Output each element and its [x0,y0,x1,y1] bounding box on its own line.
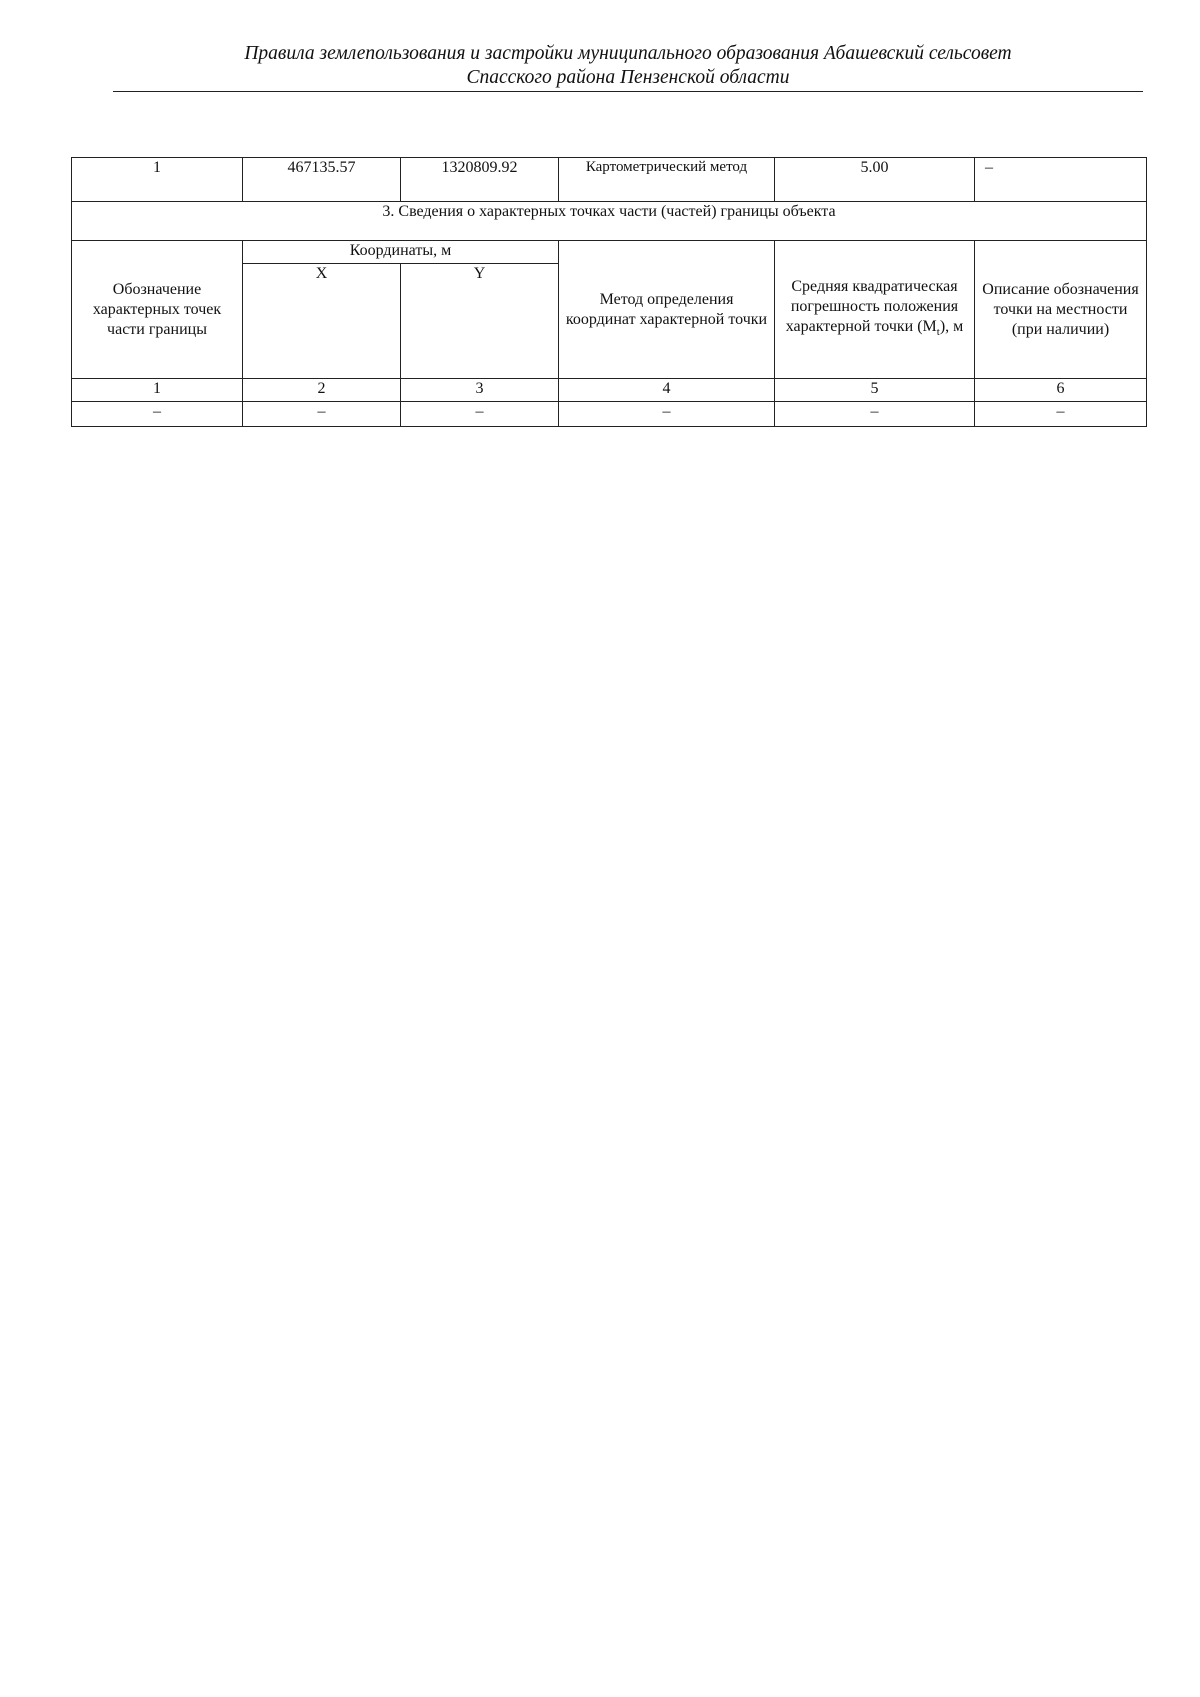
column-number: 5 [775,379,975,402]
method-cell: Картометрический метод [559,158,775,202]
table-row [72,402,1147,427]
empty-cell: – [72,402,243,427]
description-header: Описание обозначения точки на местности (при наличии) [975,241,1147,379]
empty-cell: – [559,402,775,427]
column-number: 4 [559,379,775,402]
column-number: 1 [72,379,243,402]
column-number: 3 [401,379,559,402]
designation-header: Обозначение характерных точек части границы [72,241,243,379]
section-title: 3. Сведения о характерных точках части (частей) границы объекта [72,202,1147,241]
column-number: 2 [243,379,401,402]
section-row [72,202,1147,241]
error-header-text: Средняя квадратическая погрешность положения характерной точки (M [785,277,959,335]
column-number-row [72,379,1147,402]
coordinates-header: Координаты, м [243,241,559,264]
error-header-suffix: ), м [939,317,964,335]
method-header: Метод определения координат характерной точки [559,241,775,379]
empty-cell: – [243,402,401,427]
point-cell: 1 [72,158,243,202]
error-header [775,241,975,379]
y-header: Y [401,264,559,379]
empty-cell: – [401,402,559,427]
y-cell: 1320809.92 [401,158,559,202]
description-cell: – [975,158,1147,202]
error-cell: 5.00 [775,158,975,202]
header-row [72,241,1147,264]
table-row [72,158,1147,202]
column-number: 6 [975,379,1147,402]
empty-cell: – [775,402,975,427]
points-table [71,157,1147,427]
x-header: X [243,264,401,379]
error-header-sub: t [936,326,940,339]
header-line-2: Спасского района Пензенской области [466,67,790,88]
page-header [113,42,1143,92]
empty-cell: – [975,402,1147,427]
x-cell: 467135.57 [243,158,401,202]
header-line-1: Правила землепользования и застройки муниципального образования Абашевский сельсовет [244,43,1012,64]
